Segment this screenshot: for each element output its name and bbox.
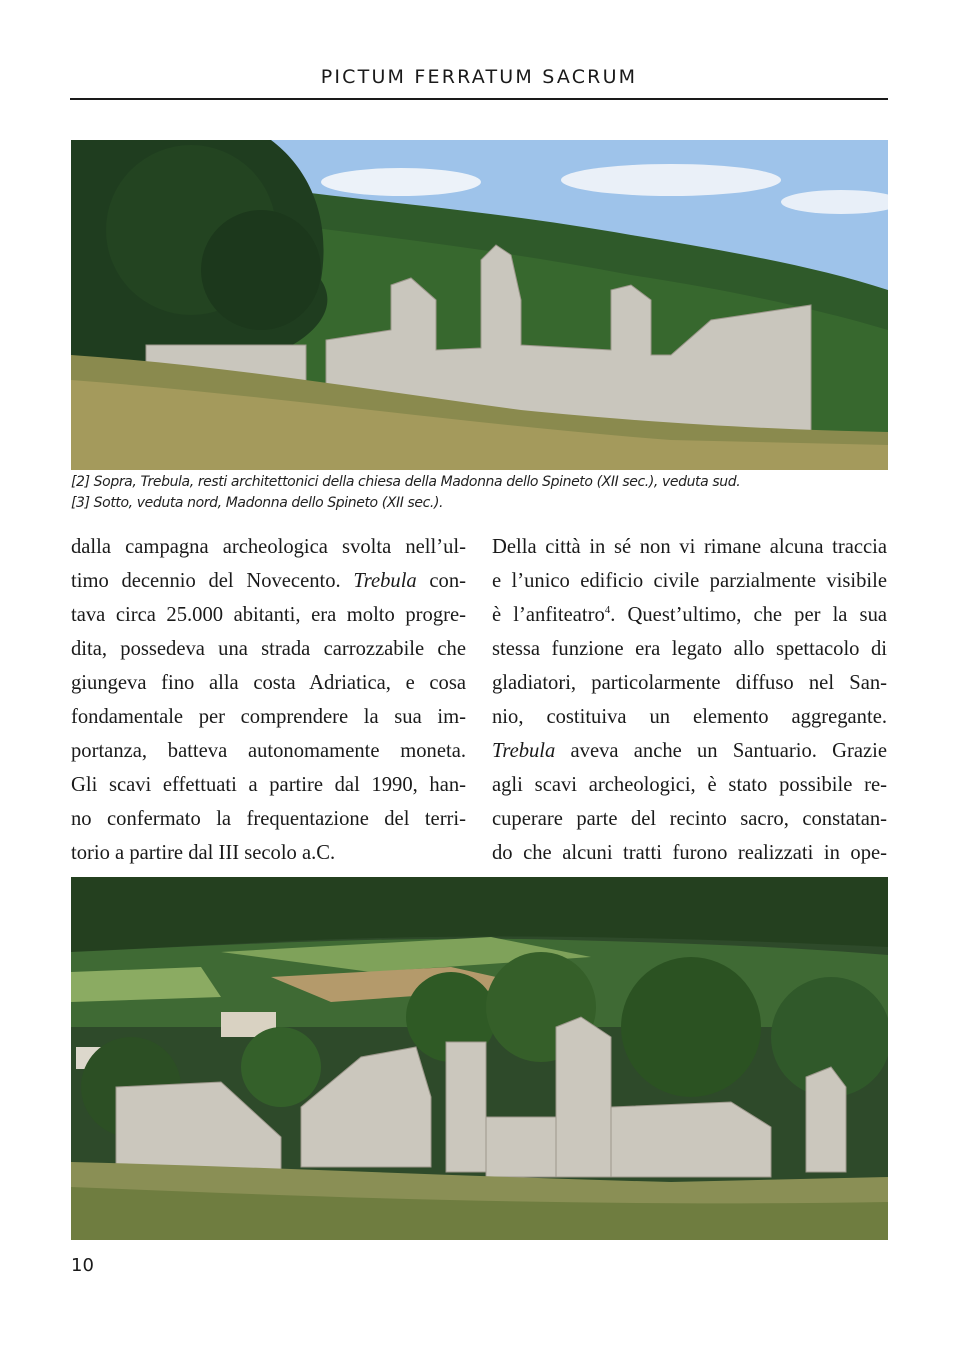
- page-number: 10: [71, 1255, 94, 1276]
- photo-ruins-north-view-image: [71, 877, 888, 1240]
- body-text-left-column: [71, 530, 466, 870]
- figure-caption-3: [3] Sotto, veduta nord, Madonna dello Spineto (XII sec.).: [71, 495, 444, 511]
- photo-ruins-south-view: [71, 140, 888, 470]
- text-line: Trebula aveva anche un Santuario. Grazie: [492, 740, 887, 762]
- text-line: tava circa 25.000 abitanti, era molto progre-: [71, 604, 466, 626]
- text-line: giungeva fino alla costa Adriatica, e cosa: [71, 672, 466, 694]
- text-line: è l’anfiteatro$^4$. Quest’ultimo, che per la sua: [492, 604, 888, 626]
- running-header: PICTUM FERRATUM SACRUM: [320, 66, 638, 88]
- text-line: timo decennio del Novecento. Trebula con-: [71, 570, 467, 592]
- body-text-right-column: [492, 530, 887, 870]
- text-line: portanza, batteva autonomamente moneta.: [71, 740, 466, 762]
- text-line: cuperare parte del recinto sacro, constatan-: [492, 808, 887, 830]
- text-line: dalla campagna archeologica svolta nell’ul-: [71, 536, 466, 558]
- text-line: Della città in sé non vi rimane alcuna traccia: [492, 536, 887, 558]
- photo-ruins-north-view: [71, 877, 888, 1240]
- text-line: no confermato la frequentazione del terri-: [71, 808, 466, 830]
- text-line: e l’unico edificio civile parzialmente visibile: [492, 570, 887, 592]
- text-line: nio, costituiva un elemento aggregante.: [492, 706, 887, 728]
- text-line: dita, possedeva una strada carrozzabile che: [71, 638, 466, 660]
- text-line: agli scavi archeologici, è stato possibile re-: [492, 774, 887, 796]
- text-line: fondamentale per comprendere la sua im-: [71, 706, 466, 728]
- figure-caption-2: [2] Sopra, Trebula, resti architettonici della chiesa della Madonna dello Spineto (XII sec.), veduta sud.: [71, 474, 741, 490]
- photo-ruins-south-view-image: [71, 140, 888, 470]
- header-rule: [70, 98, 888, 100]
- footnote-ref: 4: [604, 604, 611, 617]
- text-line: Gli scavi effettuati a partire dal 1990, han-: [71, 774, 466, 796]
- text-line: gladiatori, particolarmente diffuso nel San-: [492, 672, 887, 694]
- text-line: torio a partire dal III secolo a.C.: [71, 842, 336, 864]
- text-line: stessa funzione era legato allo spettacolo di: [492, 638, 887, 660]
- text-line: do che alcuni tratti furono realizzati in ope-: [492, 842, 887, 864]
